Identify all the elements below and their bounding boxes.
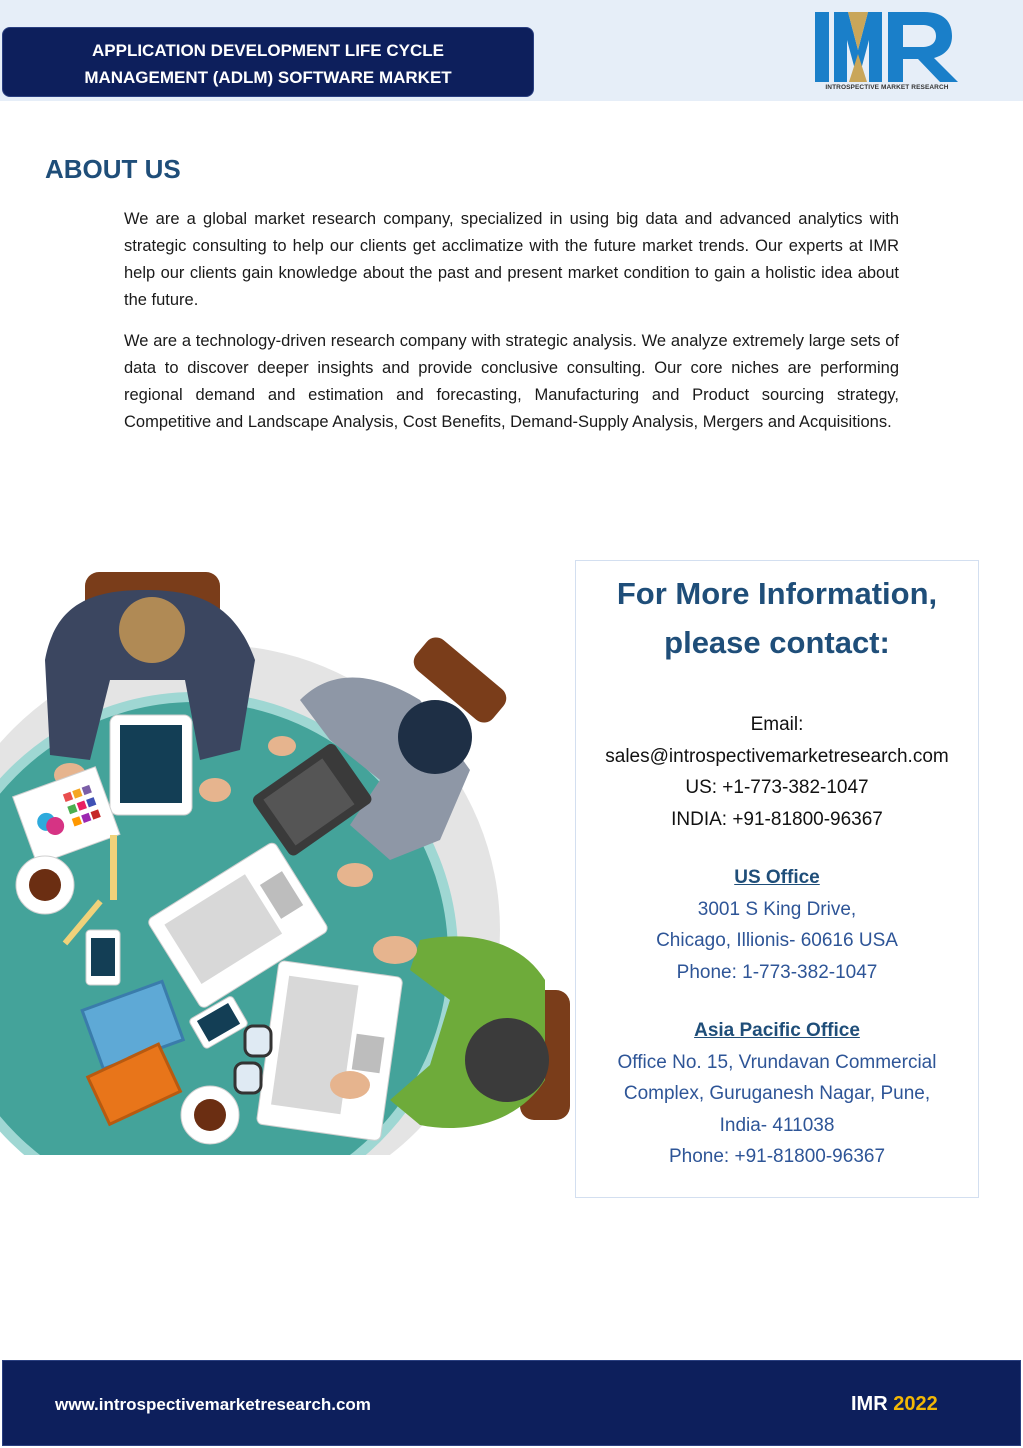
asia-office-phone: Phone: +91-81800-96367 <box>668 1146 886 1167</box>
about-paragraph-2: We are a technology-driven research company with strategic analysis. We analyze extremely large sets of data to discover deeper insights and provide conclusive consulting. Our core niches are performing regional demand and estimation and forecasting, Manufacturing and Product sourcing strategy, Competitive and Landscape Analysis, Cost Benefits, Demand-Supply Analysis, Mergers and Acquisitions. <box>124 332 899 431</box>
title-line-1: APPLICATION DEVELOPMENT LIFE CYCLE <box>92 41 444 60</box>
about-paragraph-1: We are a global market research company, specialized in using big data and advanced analytics with strategic consulting to help our clients get acclimatize with the future market trends. Our experts at IMR help our clients gain knowledge about the past and present market condition to gain a holistic idea about the future. <box>124 210 899 309</box>
imr-logo-mark <box>812 10 962 84</box>
tablet <box>110 715 192 815</box>
email-label: Email: <box>750 714 804 735</box>
logo-tagline: INTROSPECTIVE MARKET RESEARCH <box>825 84 949 91</box>
footer-website-link[interactable]: www.introspectivemarketresearch.com <box>55 1395 371 1414</box>
contact-heading <box>576 569 978 667</box>
asia-office-title: Asia Pacific Office <box>694 1020 860 1041</box>
phone-left <box>86 930 120 985</box>
us-office-line-1: 3001 S King Drive, <box>697 898 857 920</box>
contact-details <box>576 709 978 835</box>
meeting-illustration <box>0 560 575 1160</box>
asia-office-line-1: Office No. 15, Vrundavan Commercial <box>617 1051 937 1073</box>
title-line-2: MANAGEMENT (ADLM) SOFTWARE MARKET <box>84 68 452 87</box>
contact-heading-line-2: please contact: <box>664 625 890 660</box>
contact-heading-line-1: For More Information, <box>616 576 938 611</box>
us-office-line-2: Chicago, Illionis- 60616 USA <box>656 930 898 951</box>
coffee-cup-bottom <box>181 1086 239 1144</box>
laptop-bottom <box>256 960 403 1141</box>
us-office-phone: Phone: 1-773-382-1047 <box>676 961 878 983</box>
us-office-title: US Office <box>734 867 820 888</box>
document-title <box>2 27 534 97</box>
imr-logo <box>812 10 962 96</box>
asia-office-line-3: India- 411038 <box>719 1114 835 1136</box>
contact-box <box>575 560 979 1198</box>
footer-year: 2022 <box>893 1393 938 1415</box>
footer-bar <box>2 1360 1021 1446</box>
email-address[interactable]: sales@introspectivemarketresearch.com <box>605 745 949 767</box>
us-phone: US: +1-773-382-1047 <box>685 777 869 798</box>
footer-brand-name: IMR <box>851 1393 888 1415</box>
coffee-cup-left <box>16 856 74 914</box>
india-phone: INDIA: +91-81800-96367 <box>671 808 883 830</box>
footer-brand <box>851 1393 938 1416</box>
pencil <box>110 835 117 900</box>
about-heading: ABOUT US <box>45 154 181 184</box>
asia-office-line-2: Complex, Guruganesh Nagar, Pune, <box>623 1083 931 1104</box>
